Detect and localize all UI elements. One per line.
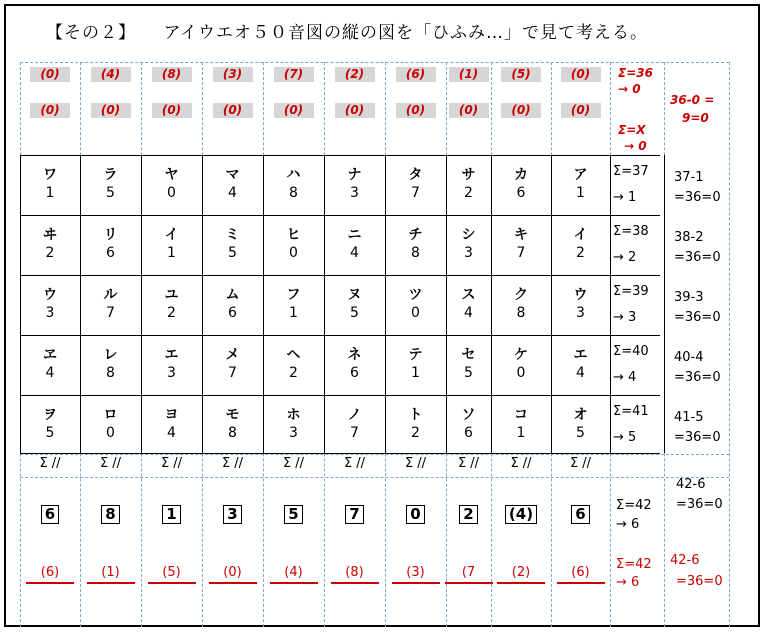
red-underline: [557, 582, 605, 584]
kana-label: ミ: [225, 227, 240, 243]
table-vline: [610, 155, 611, 453]
kana-number: 7: [411, 185, 420, 201]
table-hline: [20, 453, 660, 454]
kana-label: ア: [573, 167, 588, 183]
table-cell: [446, 167, 491, 201]
kana-label: ウ: [43, 287, 57, 303]
kana-number: 3: [464, 245, 473, 261]
table-cell: [20, 287, 80, 321]
kana-label: オ: [573, 407, 588, 423]
header-sigma-x-arrow: → 0: [624, 139, 647, 153]
table-cell: [491, 227, 551, 261]
kana-number: 8: [228, 425, 237, 441]
header-value: (3): [213, 67, 253, 82]
kana-number: 7: [516, 245, 526, 261]
red-underline: [392, 582, 440, 584]
kana-label: ワ: [43, 167, 57, 183]
kana-number: 4: [167, 425, 176, 441]
header-zero: (0): [396, 103, 436, 118]
kana-label: ヨ: [164, 407, 179, 423]
red-value: (2): [511, 565, 531, 580]
kana-number: 6: [350, 365, 359, 381]
red-value: (4): [284, 565, 303, 580]
kana-label: ヤ: [164, 167, 179, 183]
red-underline: [87, 582, 135, 584]
row-sigma: Σ=39: [613, 284, 649, 299]
kana-number: 5: [45, 425, 55, 441]
kana-label: ナ: [347, 167, 362, 183]
table-cell: [551, 407, 610, 441]
kana-number: 5: [350, 305, 359, 321]
kana-label: キ: [514, 227, 528, 243]
kana-label: ホ: [286, 407, 301, 423]
bottom-sigma: Σ=42: [616, 498, 652, 513]
table-cell: [20, 167, 80, 201]
header-zero: (0): [91, 103, 131, 118]
kana-label: ヰ: [43, 227, 57, 243]
kana-number: 1: [516, 425, 526, 441]
table-cell: [80, 167, 141, 201]
kana-number: 2: [289, 365, 298, 381]
kana-number: 8: [289, 185, 298, 201]
kana-number: 2: [45, 245, 55, 261]
kana-label: ソ: [461, 407, 476, 423]
row-sigma: Σ=38: [613, 224, 649, 239]
kana-number: 3: [576, 305, 585, 321]
red-value: (8): [345, 565, 364, 580]
grid-vline: [729, 62, 730, 627]
row-sigma: Σ=41: [613, 404, 649, 419]
kana-number: 1: [576, 185, 585, 201]
table-cell: [446, 287, 491, 321]
kana-label: リ: [103, 227, 118, 243]
table-cell: [141, 227, 202, 261]
kana-number: 8: [516, 305, 526, 321]
row-calc-result: =36=0: [674, 370, 721, 385]
header-value: (4): [91, 67, 131, 82]
red-underline: [497, 582, 545, 584]
boxed-cell: [491, 504, 551, 524]
kana-number: 8: [106, 365, 115, 381]
kana-number: 3: [167, 365, 176, 381]
kana-number: 3: [289, 425, 298, 441]
kana-label: ル: [103, 287, 118, 303]
sigma-cell: Σ //: [457, 456, 480, 471]
bottom-red-calc-result: =36=0: [676, 574, 723, 589]
table-cell: [385, 227, 446, 261]
table-cell: [551, 167, 610, 201]
boxed-digit: 3: [223, 505, 241, 524]
kana-label: ロ: [103, 407, 118, 423]
row-calc: 40-4: [674, 350, 704, 365]
kana-number: 4: [350, 245, 359, 261]
table-cell: [80, 287, 141, 321]
row-calc-result: =36=0: [674, 250, 721, 265]
kana-number: 7: [350, 425, 359, 441]
sigma-cell: Σ //: [39, 456, 61, 471]
boxed-digit: 6: [571, 505, 589, 524]
red-underline: [331, 582, 379, 584]
table-cell: [20, 347, 80, 381]
kana-number: 1: [45, 185, 55, 201]
boxed-cell: [446, 504, 491, 524]
red-value: (7: [461, 565, 476, 580]
row-sigma: Σ=40: [613, 344, 649, 359]
red-value: (3): [406, 565, 425, 580]
kana-number: 2: [464, 185, 473, 201]
kana-label: ヒ: [286, 227, 301, 243]
table-cell: [80, 407, 141, 441]
sigma-cell: Σ //: [160, 456, 183, 471]
row-sigma-arrow: → 2: [613, 250, 637, 265]
kana-label: ク: [514, 287, 528, 303]
table-cell: [141, 407, 202, 441]
sigma-cell: Σ //: [343, 456, 366, 471]
table-cell: [324, 287, 385, 321]
kana-label: イ: [573, 227, 588, 243]
header-value: (0): [30, 67, 70, 82]
table-cell: [80, 347, 141, 381]
table-hline: [20, 275, 660, 276]
kana-number: 4: [576, 365, 585, 381]
table-cell: [491, 287, 551, 321]
kana-label: ノ: [347, 407, 362, 423]
kana-label: エ: [573, 347, 588, 363]
bottom-red-arrow: → 6: [616, 575, 640, 590]
grid-hline: [20, 454, 729, 455]
boxed-cell: [551, 504, 610, 524]
table-cell: [141, 347, 202, 381]
boxed-cell: [385, 504, 446, 524]
boxed-cell: [141, 504, 202, 524]
boxed-digit: 5: [284, 505, 302, 524]
boxed-cell: [324, 504, 385, 524]
table-cell: [202, 167, 263, 201]
kana-number: 1: [167, 245, 176, 261]
kana-number: 0: [167, 185, 176, 201]
kana-number: 0: [289, 245, 298, 261]
kana-number: 0: [411, 305, 420, 321]
kana-number: 5: [228, 245, 237, 261]
red-value: (1): [101, 565, 120, 580]
red-value: (0): [223, 565, 242, 580]
red-value: (6): [40, 565, 60, 580]
bottom-calc: 42-6: [676, 477, 706, 492]
table-hline: [20, 215, 660, 216]
table-cell: [80, 227, 141, 261]
row-sigma: Σ=37: [613, 164, 649, 179]
table-cell: [263, 167, 324, 201]
bottom-red-calc: 42-6: [670, 553, 700, 568]
kana-number: 6: [106, 245, 115, 261]
table-cell: [446, 407, 491, 441]
kana-number: 6: [516, 185, 526, 201]
kana-label: チ: [408, 227, 423, 243]
table-cell: [20, 407, 80, 441]
boxed-digit: 6: [41, 505, 59, 524]
table-hline: [20, 335, 660, 336]
sigma-cell: Σ //: [404, 456, 427, 471]
boxed-cell: [202, 504, 263, 524]
kana-number: 5: [464, 365, 473, 381]
table-cell: [20, 227, 80, 261]
kana-number: 4: [45, 365, 55, 381]
header-value: (6): [396, 67, 436, 82]
header-zero: (0): [449, 103, 489, 118]
row-calc-result: =36=0: [674, 310, 721, 325]
header-zero: (0): [30, 103, 70, 118]
kana-label: ム: [225, 287, 240, 303]
kana-label: ケ: [514, 347, 528, 363]
kana-number: 0: [516, 365, 526, 381]
boxed-digit: 2: [459, 505, 477, 524]
kana-number: 6: [228, 305, 237, 321]
table-cell: [551, 347, 610, 381]
header-calc: 36-0 =: [670, 93, 715, 107]
table-cell: [551, 287, 610, 321]
kana-number: 4: [228, 185, 237, 201]
kana-number: 2: [411, 425, 420, 441]
table-cell: [263, 347, 324, 381]
red-underline: [270, 582, 318, 584]
red-value: (6): [571, 565, 590, 580]
kana-label: カ: [514, 167, 528, 183]
table-cell: [202, 227, 263, 261]
header-zero: (0): [213, 103, 253, 118]
kana-label: シ: [461, 227, 476, 243]
sigma-cell: Σ //: [221, 456, 244, 471]
kana-label: ス: [461, 287, 476, 303]
table-cell: [491, 407, 551, 441]
boxed-digit: 0: [406, 505, 424, 524]
header-value: (8): [152, 67, 192, 82]
header-value: (2): [335, 67, 375, 82]
grid-hline: [20, 477, 729, 478]
bottom-sigma-arrow: → 6: [616, 517, 640, 532]
kana-number: 7: [106, 305, 115, 321]
row-sigma-arrow: → 1: [613, 190, 637, 205]
kana-label: ウ: [573, 287, 588, 303]
header-sigma: Σ=36: [618, 66, 653, 80]
kana-label: タ: [408, 167, 423, 183]
header-sigma-arrow: → 0: [618, 82, 641, 96]
kana-label: ユ: [164, 287, 179, 303]
table-hline: [20, 155, 660, 156]
sigma-cell: Σ //: [99, 456, 122, 471]
kana-label: ト: [408, 407, 423, 423]
row-calc-result: =36=0: [674, 190, 721, 205]
kana-label: ハ: [286, 167, 301, 183]
boxed-digit: 7: [345, 505, 363, 524]
kana-label: ツ: [408, 287, 423, 303]
header-value: (7): [274, 67, 314, 82]
bottom-calc-result: =36=0: [676, 497, 723, 512]
header-sigma-x: Σ=X: [618, 123, 646, 137]
kana-number: 8: [411, 245, 420, 261]
red-value: (5): [162, 565, 181, 580]
red-underline: [26, 582, 74, 584]
row-calc: 38-2: [674, 230, 704, 245]
table-cell: [263, 227, 324, 261]
header-zero: (0): [274, 103, 314, 118]
kana-number: 2: [576, 245, 585, 261]
boxed-cell: [20, 504, 80, 524]
kana-number: 6: [464, 425, 473, 441]
table-cell: [385, 287, 446, 321]
header-zero: (0): [152, 103, 192, 118]
row-sigma-arrow: → 5: [613, 430, 637, 445]
kana-label: メ: [225, 347, 240, 363]
table-cell: [202, 407, 263, 441]
kana-label: サ: [461, 167, 476, 183]
kana-label: ラ: [103, 167, 118, 183]
boxed-digit: (4): [505, 505, 537, 524]
table-cell: [324, 167, 385, 201]
table-cell: [324, 227, 385, 261]
row-sigma-arrow: → 3: [613, 310, 637, 325]
header-value: (1): [449, 67, 489, 82]
table-cell: [446, 227, 491, 261]
kana-label: フ: [286, 287, 301, 303]
table-cell: [263, 407, 324, 441]
table-cell: [324, 407, 385, 441]
row-calc: 39-3: [674, 290, 704, 305]
kana-label: コ: [514, 407, 528, 423]
header-value: (5): [501, 67, 541, 82]
red-underline: [209, 582, 257, 584]
header-zero: (0): [561, 103, 601, 118]
kana-number: 2: [167, 305, 176, 321]
table-cell: [263, 287, 324, 321]
kana-number: 1: [411, 365, 420, 381]
table-cell: [141, 287, 202, 321]
grid-hline: [20, 62, 729, 63]
kana-label: レ: [103, 347, 118, 363]
table-cell: [385, 407, 446, 441]
page-title: 【その２】 アイウエオ５０音図の縦の図を「ひふみ…」で見て考える。: [46, 23, 648, 43]
sigma-cell: Σ //: [510, 456, 532, 471]
kana-number: 5: [576, 425, 585, 441]
table-cell: [491, 167, 551, 201]
table-cell: [385, 347, 446, 381]
red-underline: [148, 582, 196, 584]
table-cell: [324, 347, 385, 381]
kana-number: 1: [289, 305, 298, 321]
table-vline: [664, 155, 665, 453]
kana-label: エ: [164, 347, 179, 363]
kana-number: 4: [464, 305, 473, 321]
kana-label: テ: [408, 347, 423, 363]
red-underline: [445, 582, 493, 584]
kana-number: 3: [350, 185, 359, 201]
header-zero: (0): [335, 103, 375, 118]
kana-label: ヱ: [43, 347, 57, 363]
table-cell: [141, 167, 202, 201]
kana-label: ヌ: [347, 287, 362, 303]
kana-label: イ: [164, 227, 179, 243]
row-calc: 41-5: [674, 410, 704, 425]
table-cell: [202, 287, 263, 321]
kana-label: ヘ: [286, 347, 301, 363]
row-sigma-arrow: → 4: [613, 370, 637, 385]
boxed-digit: 8: [101, 505, 119, 524]
sigma-cell: Σ //: [282, 456, 305, 471]
sigma-cell: Σ //: [569, 456, 592, 471]
kana-number: 3: [45, 305, 55, 321]
header-calc-result: 9=0: [682, 111, 709, 125]
boxed-digit: 1: [162, 505, 180, 524]
kana-label: ヲ: [43, 407, 57, 423]
header-value: (0): [561, 67, 601, 82]
boxed-cell: [80, 504, 141, 524]
table-cell: [491, 347, 551, 381]
table-cell: [446, 347, 491, 381]
kana-label: モ: [225, 407, 240, 423]
kana-label: マ: [225, 167, 240, 183]
kana-number: 0: [106, 425, 115, 441]
table-cell: [202, 347, 263, 381]
kana-number: 7: [228, 365, 237, 381]
table-cell: [385, 167, 446, 201]
bottom-red-sigma: Σ=42: [616, 557, 652, 572]
table-cell: [551, 227, 610, 261]
row-calc-result: =36=0: [674, 430, 721, 445]
kana-label: ネ: [347, 347, 362, 363]
kana-number: 5: [106, 185, 115, 201]
kana-label: セ: [461, 347, 476, 363]
boxed-cell: [263, 504, 324, 524]
kana-label: ニ: [347, 227, 362, 243]
table-hline: [20, 395, 660, 396]
header-zero: (0): [501, 103, 541, 118]
row-calc: 37-1: [674, 170, 704, 185]
